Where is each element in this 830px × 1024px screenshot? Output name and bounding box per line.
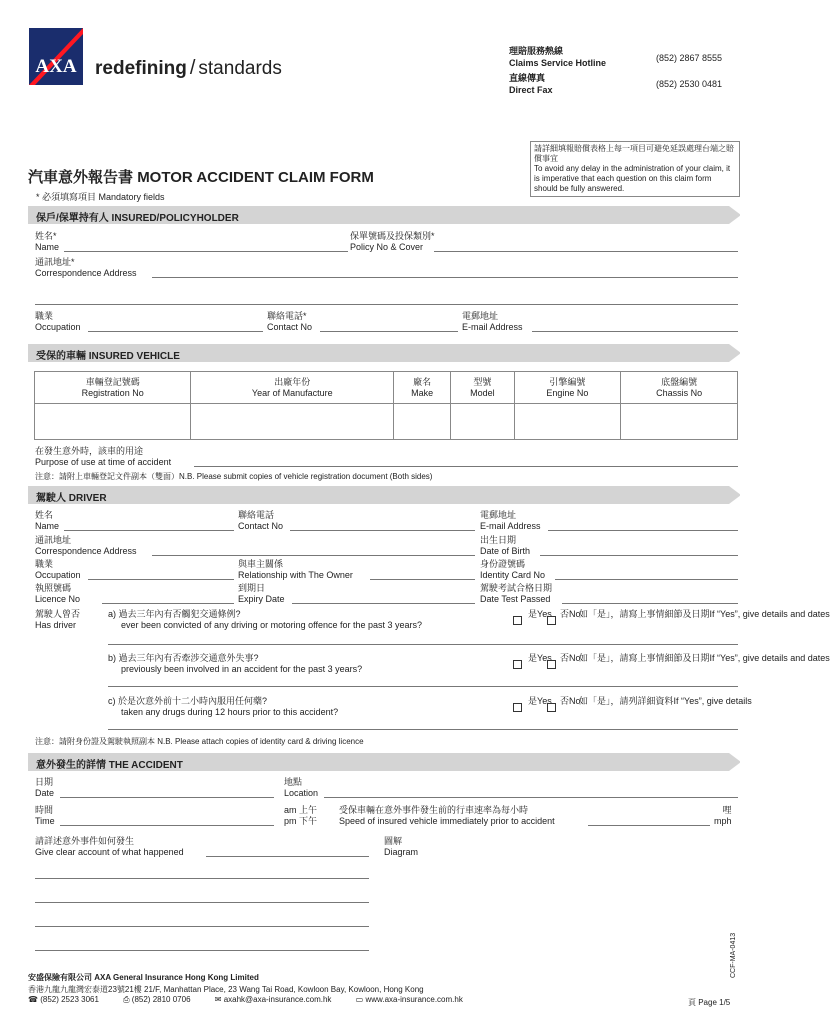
question-a-yes-checkbox[interactable] — [513, 616, 522, 625]
footer-fax: (852) 2810 0706 — [131, 995, 191, 1004]
licence-field[interactable] — [102, 603, 234, 604]
account-field[interactable] — [206, 856, 369, 857]
driver-address-field[interactable] — [152, 555, 475, 556]
hotline-label: 理賠服務熱線 Claims Service Hotline — [509, 46, 607, 68]
footer-company: 安盛保險有限公司 AXA General Insurance Hong Kong Limited — [28, 973, 259, 982]
question-b-yes-checkbox[interactable] — [513, 660, 522, 669]
footer-phone: (852) 2523 3061 — [40, 995, 99, 1004]
section-insured: 保戶/保單持有人 INSURED/POLICYHOLDER — [28, 206, 740, 224]
question-c-no-checkbox[interactable] — [547, 703, 556, 712]
accident-location-label: 地點 Location — [284, 777, 319, 798]
driver-email-field[interactable] — [548, 530, 738, 531]
id-card-label: 身份證號碼 Identity Card No — [480, 559, 546, 580]
driver-note: 注意：請附身份證及駕駛執照副本 N.B. Please attach copies of identity card & driving licence — [35, 737, 364, 746]
test-passed-label: 駕駛考試合格日期 Date Test Passed — [480, 583, 553, 604]
accident-date-field[interactable] — [60, 797, 274, 798]
account-field-5[interactable] — [35, 950, 369, 951]
account-field-4[interactable] — [35, 926, 369, 927]
form-code: CCF-MA-0413 — [730, 932, 737, 978]
insured-email-label: 電郵地址 E-mail Address — [462, 311, 523, 332]
question-b-no-checkbox[interactable] — [547, 660, 556, 669]
question-b: b) 過去三年內有否牽涉交通意外失事? previously been involved in an accident for the past 3 years? — [108, 653, 363, 674]
vehicle-note: 注意：請附上車輛登記文件副本（雙面）N.B. Please submit copies of vehicle registration document (Both sides) — [35, 472, 433, 481]
speed-unit: 哩 mph — [714, 805, 732, 826]
col-year: 出廠年份 Year of Manufacture — [191, 372, 394, 404]
driver-contact-field[interactable] — [290, 530, 475, 531]
chassis-cell[interactable] — [621, 404, 738, 440]
driver-dob-label: 出生日期 Date of Birth — [480, 535, 531, 556]
driver-contact-label: 聯絡電話 Contact No — [238, 510, 284, 531]
fax-number: (852) 2530 0481 — [656, 79, 723, 89]
expiry-label: 到期日 Expiry Date — [238, 583, 285, 604]
question-a: a) 過去三年內有否觸犯交通條例? ever been convicted of any driving or motoring offence for the past 3 years? — [108, 609, 423, 630]
make-cell[interactable] — [394, 404, 451, 440]
email-icon: ✉ — [214, 995, 222, 1004]
col-make: 廠名 Make — [394, 372, 451, 404]
am-pm-options[interactable]: am 上午 pm 下午 — [284, 805, 318, 826]
speed-label: 受保車輛在意外事件發生前的行車速率為每小時 Speed of insured vehicle immediately prior to accident — [339, 805, 555, 826]
insured-contact-field[interactable] — [320, 331, 458, 332]
diagram-area[interactable] — [384, 862, 734, 958]
id-card-field[interactable] — [555, 579, 738, 580]
engine-cell[interactable] — [514, 404, 621, 440]
axa-logo — [29, 28, 83, 85]
phone-icon: ☎ — [28, 995, 38, 1004]
page-number: 頁 Page 1/5 — [688, 998, 731, 1007]
accident-time-field[interactable] — [60, 825, 274, 826]
footer-address: 香港九龍九龍灣宏泰道23號21樓 21/F, Manhattan Place, 23 Wang Tai Road, Kowloon Bay, Kowloon, Hong Kong — [28, 985, 424, 994]
account-field-3[interactable] — [35, 902, 369, 903]
col-model: 型號 Model — [451, 372, 514, 404]
policy-label: 保單號碼及投保類別* Policy No & Cover — [350, 231, 435, 252]
col-engine: 引擎編號 Engine No — [514, 372, 621, 404]
model-cell[interactable] — [451, 404, 514, 440]
driver-occupation-label: 職業 Occupation — [35, 559, 81, 580]
question-c-details-field[interactable] — [108, 729, 738, 730]
speed-field[interactable] — [588, 825, 710, 826]
insured-name-label: 姓名* Name — [35, 231, 60, 252]
year-cell[interactable] — [191, 404, 394, 440]
driver-name-label: 姓名 Name — [35, 510, 60, 531]
driver-dob-field[interactable] — [540, 555, 738, 556]
mandatory-note: * 必須填寫項目 Mandatory fields — [36, 192, 165, 202]
policy-field[interactable] — [434, 251, 738, 252]
web-icon: ▭ — [355, 995, 364, 1004]
accident-time-label: 時間 Time — [35, 805, 55, 826]
insured-contact-label: 聯絡電話* Contact No — [267, 311, 313, 332]
footer-email[interactable]: axahk@axa-insurance.com.hk — [223, 995, 332, 1004]
insured-email-field[interactable] — [532, 331, 738, 332]
notice-box: 請詳細填報賠償表格上每一項目可避免延誤處理台端之賠償事宜 To avoid any delay in the administration of your claim, it is imperative that each question on this claim form should be fully answered. — [530, 141, 740, 197]
hotline-number: (852) 2867 8555 — [656, 53, 723, 63]
insured-occupation-field[interactable] — [88, 331, 263, 332]
account-field-2[interactable] — [35, 878, 369, 879]
footer-contacts — [28, 995, 463, 1005]
col-registration: 車輛登記號碼 Registration No — [35, 372, 191, 404]
svg-text:AXA: AXA — [35, 56, 77, 77]
registration-cell[interactable] — [35, 404, 191, 440]
question-a-no-checkbox[interactable] — [547, 616, 556, 625]
licence-label: 執照號碼 Licence No — [35, 583, 81, 604]
relationship-label: 與車主關係 Relationship with The Owner — [238, 559, 353, 580]
question-c-yes-checkbox[interactable] — [513, 703, 522, 712]
test-passed-field[interactable] — [562, 603, 738, 604]
insured-address-label: 通訊地址* Correspondence Address — [35, 257, 137, 278]
brand-tagline: redefining / standards — [95, 57, 282, 79]
expiry-field[interactable] — [292, 603, 475, 604]
account-label: 請詳述意外事件如何發生 Give clear account of what happened — [35, 836, 184, 857]
section-vehicle: 受保的車輛 INSURED VEHICLE — [28, 344, 740, 362]
purpose-label: 在發生意外時，該車的用途 Purpose of use at time of accident — [35, 446, 172, 467]
vehicle-table — [34, 371, 738, 440]
col-chassis: 底盤編號 Chassis No — [621, 372, 738, 404]
page-title: 汽車意外報告書 MOTOR ACCIDENT CLAIM FORM — [28, 169, 374, 186]
diagram-label: 圖解 Diagram — [384, 836, 419, 857]
footer-web[interactable]: www.axa-insurance.com.hk — [365, 995, 463, 1004]
driver-email-label: 電郵地址 E-mail Address — [480, 510, 541, 531]
insured-address-field[interactable] — [152, 277, 738, 278]
question-c: c) 於是次意外前十二小時內服用任何藥? taken any drugs during 12 hours prior to this accident? — [108, 696, 339, 717]
accident-date-label: 日期 Date — [35, 777, 55, 798]
relationship-field[interactable] — [370, 579, 475, 580]
question-a-details-field[interactable] — [108, 644, 738, 645]
vehicle-table-header — [35, 372, 738, 404]
vehicle-table-row — [35, 404, 738, 440]
driver-name-field[interactable] — [64, 530, 234, 531]
fax-icon: ⎙ — [123, 995, 130, 1004]
section-driver: 駕駛人 DRIVER — [28, 486, 740, 504]
insured-address-field-2[interactable] — [35, 304, 738, 305]
question-b-details-field[interactable] — [108, 686, 738, 687]
section-accident: 意外發生的詳情 THE ACCIDENT — [28, 753, 740, 771]
driver-occupation-field[interactable] — [88, 579, 234, 580]
insured-occupation-label: 職業 Occupation — [35, 311, 81, 332]
driver-address-label: 通訊地址 Correspondence Address — [35, 535, 137, 556]
purpose-field[interactable] — [194, 466, 738, 467]
fax-label: 直線傳真 Direct Fax — [509, 73, 553, 95]
accident-location-field[interactable] — [324, 797, 738, 798]
has-driver-label: 駕駛人曾否 Has driver — [35, 609, 81, 630]
insured-name-field[interactable] — [64, 251, 348, 252]
